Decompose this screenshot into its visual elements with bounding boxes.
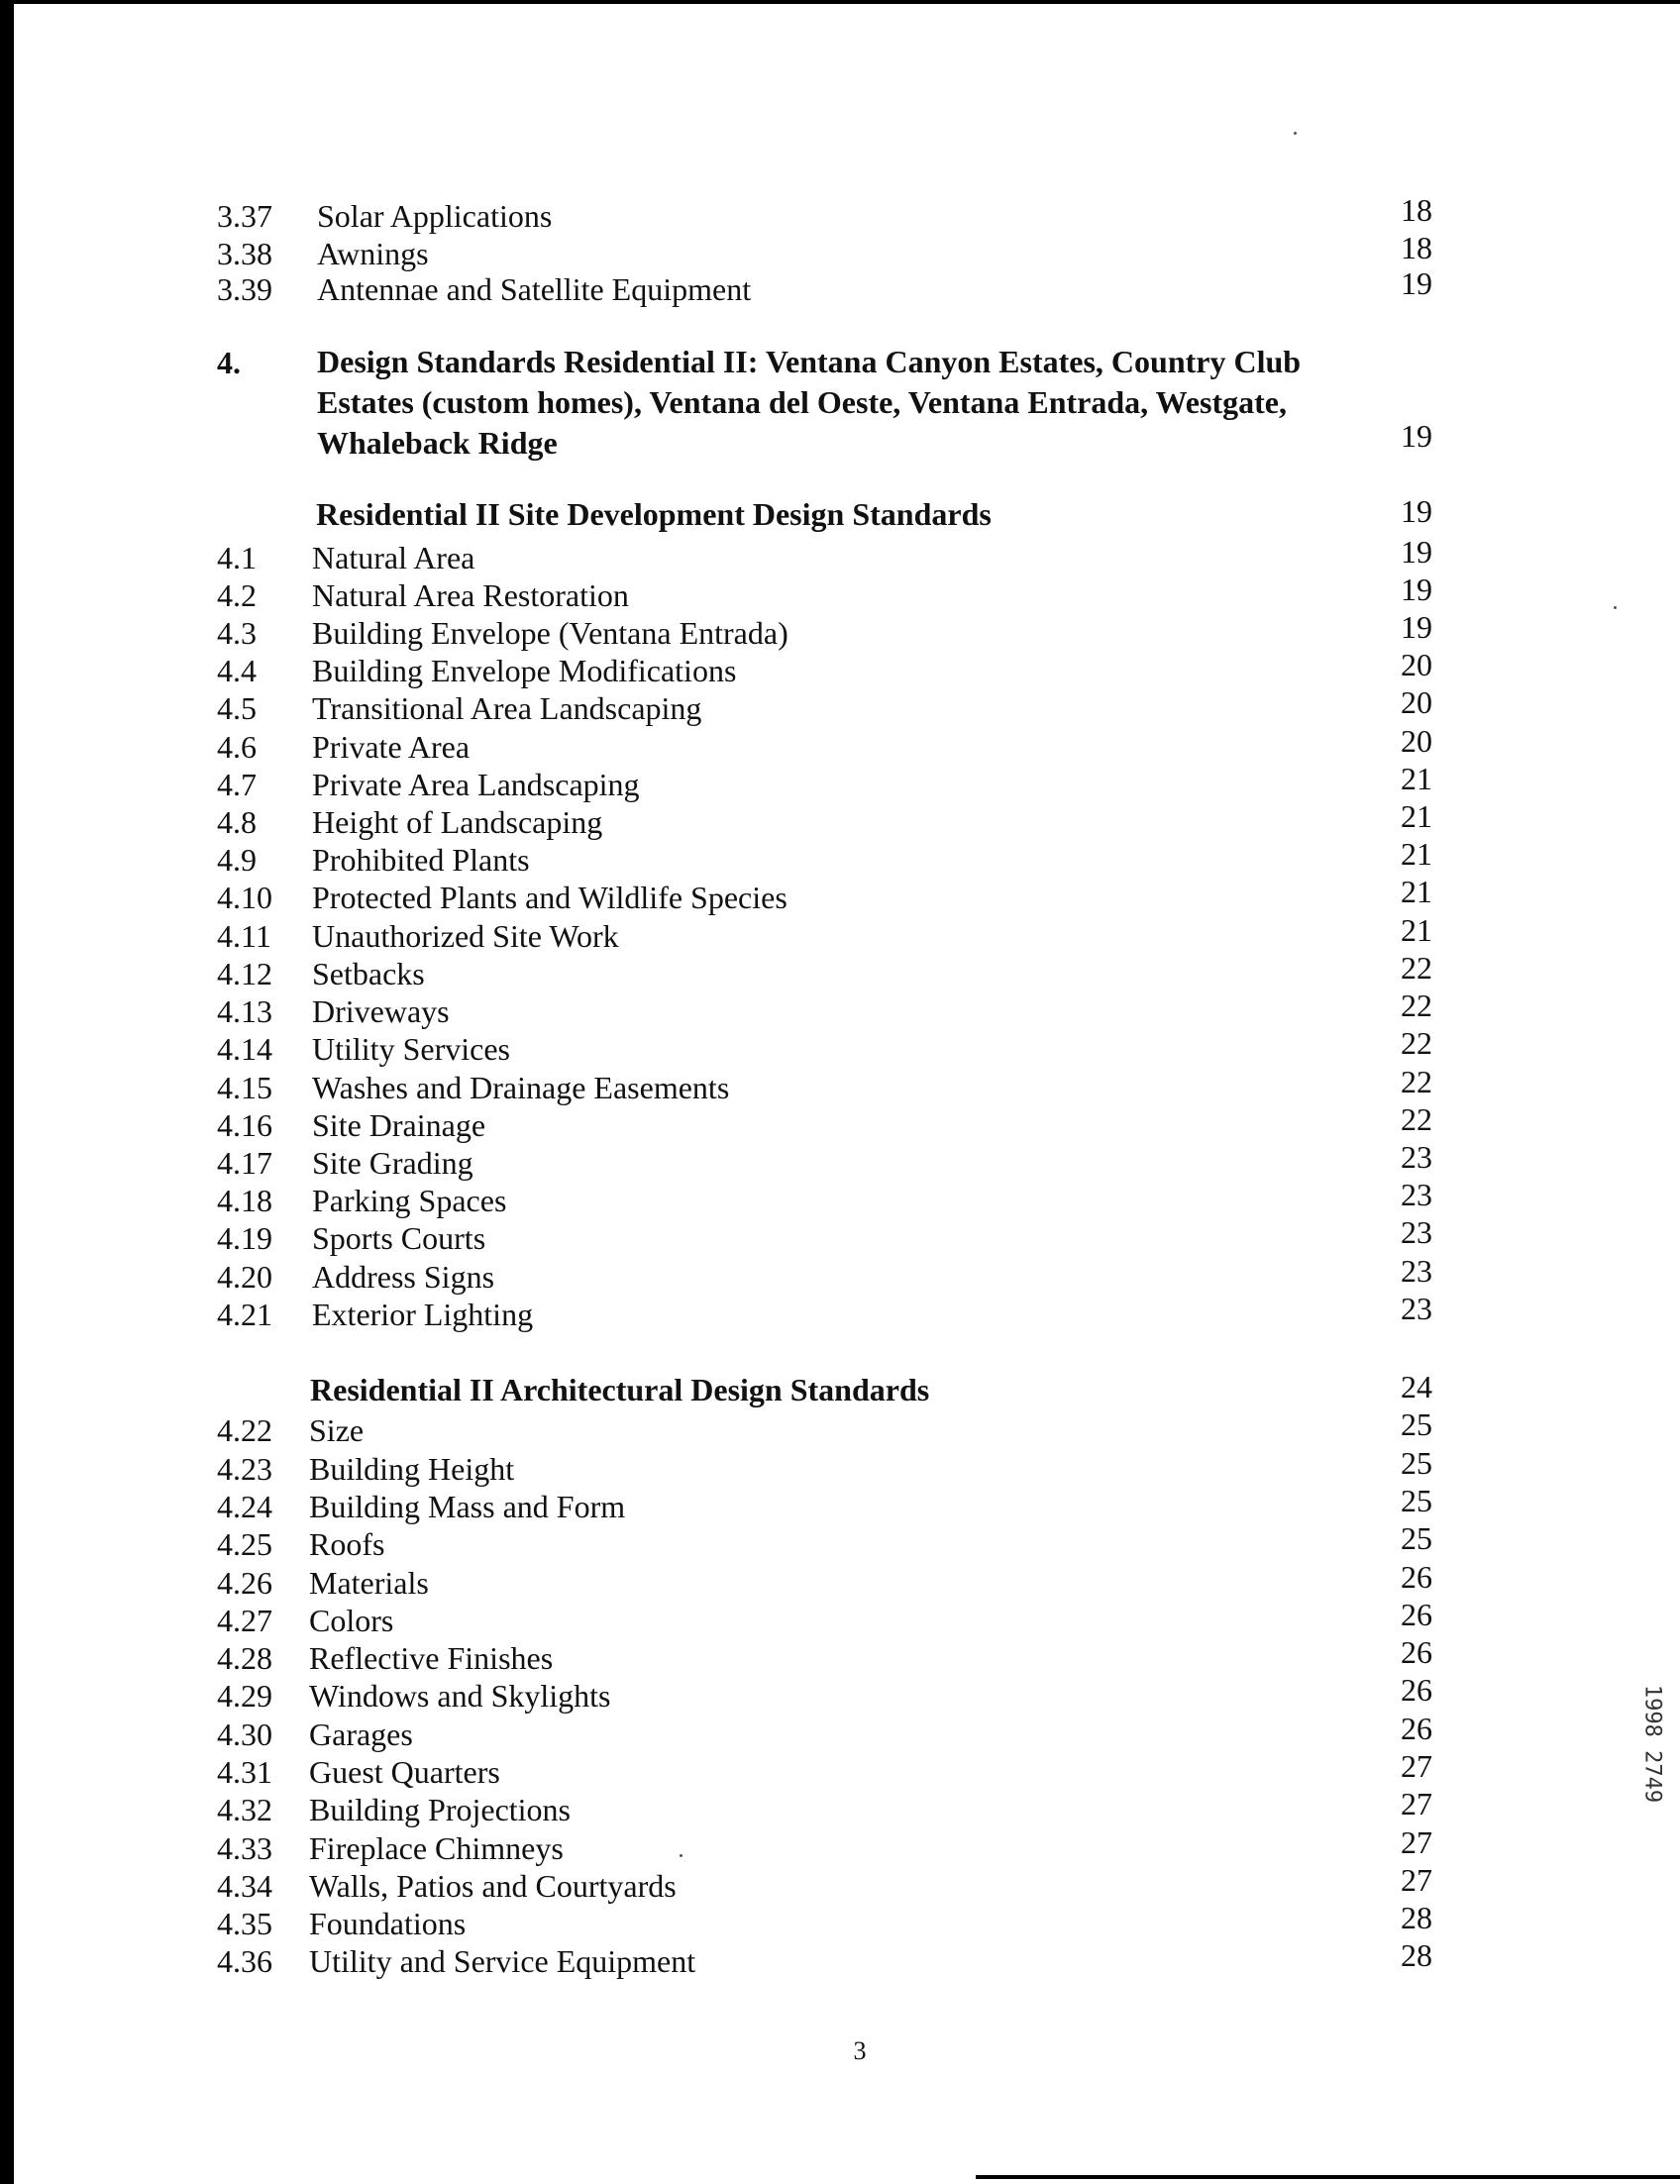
toc-heading-site-development: [0, 495, 1680, 533]
entry-page: 21: [1401, 912, 1432, 948]
entry-page: 26: [1401, 1559, 1432, 1595]
entry-number: 4.35: [217, 1906, 272, 1941]
entry-title: Utility and Service Equipment: [309, 1943, 696, 1979]
entry-page: 22: [1401, 988, 1432, 1023]
scan-speck: [1294, 132, 1297, 135]
entry-title: Unauthorized Site Work: [312, 918, 619, 954]
scan-speck: [1614, 606, 1617, 609]
entry-page: 28: [1401, 1900, 1432, 1935]
entry-number: 4.24: [217, 1489, 272, 1524]
entry-number: 4.33: [217, 1830, 272, 1866]
entry-number: 3.39: [217, 271, 272, 307]
section-number: 4.: [217, 345, 241, 380]
entry-page: 22: [1401, 950, 1432, 986]
entry-page: 23: [1401, 1139, 1432, 1175]
document-stamp: [1632, 1583, 1668, 1910]
entry-page: 23: [1401, 1291, 1432, 1326]
entry-title: Colors: [309, 1603, 394, 1638]
entry-page: 25: [1401, 1520, 1432, 1556]
entry-number: 3.38: [217, 236, 272, 271]
entry-number: 4.29: [217, 1678, 272, 1714]
entry-title: Site Drainage: [312, 1107, 486, 1143]
entry-title: Driveways: [312, 993, 450, 1029]
scan-speck: [680, 1854, 682, 1857]
entry-page: 27: [1401, 1748, 1432, 1784]
section-page: 19: [1401, 418, 1432, 454]
heading-title: Residential II Site Development Design Standards: [316, 496, 992, 532]
entry-number: 4.2: [217, 577, 257, 613]
page-number: 3: [853, 2036, 867, 2065]
entry-page: 26: [1401, 1597, 1432, 1632]
entry-number: 4.6: [217, 729, 257, 765]
entry-number: 4.7: [217, 767, 257, 802]
entry-title: Building Envelope Modifications: [312, 653, 737, 688]
entry-title: Utility Services: [312, 1031, 510, 1067]
entry-title: Prohibited Plants: [312, 842, 530, 878]
entry-page: 22: [1401, 1101, 1432, 1137]
entry-page: 25: [1401, 1406, 1432, 1442]
entry-title: Site Grading: [312, 1145, 473, 1181]
entry-title: Garages: [309, 1716, 413, 1752]
entry-number: 4.3: [217, 615, 257, 651]
entry-page: 19: [1401, 265, 1432, 301]
toc-entry: [0, 1937, 1680, 1980]
entry-title: Height of Landscaping: [312, 804, 603, 840]
entry-page: 20: [1401, 647, 1432, 682]
heading-page: 24: [1401, 1369, 1432, 1404]
entry-title: Solar Applications: [317, 198, 553, 234]
entry-number: 4.14: [217, 1031, 272, 1067]
entry-number: 4.21: [217, 1297, 272, 1332]
entry-page: 23: [1401, 1177, 1432, 1212]
entry-page: 20: [1401, 684, 1432, 720]
entry-page: 21: [1401, 874, 1432, 909]
entry-number: 4.9: [217, 842, 257, 878]
entry-title: Antennae and Satellite Equipment: [317, 271, 752, 307]
entry-page: 28: [1401, 1937, 1432, 1973]
toc-heading-architectural: [0, 1371, 1680, 1408]
entry-number: 4.10: [217, 880, 272, 915]
entry-title: Roofs: [309, 1526, 385, 1562]
entry-title: Reflective Finishes: [309, 1640, 554, 1676]
entry-title: Private Area: [312, 729, 471, 765]
entry-page: 27: [1401, 1824, 1432, 1860]
entry-number: 4.15: [217, 1070, 272, 1105]
entry-title: Washes and Drainage Easements: [312, 1070, 730, 1105]
entry-number: 4.12: [217, 956, 272, 991]
entry-page: 22: [1401, 1064, 1432, 1099]
entry-title: Building Height: [309, 1451, 515, 1487]
entry-number: 4.4: [217, 653, 257, 688]
entry-page: 26: [1401, 1711, 1432, 1746]
entry-number: 4.32: [217, 1792, 272, 1827]
entry-title: Foundations: [309, 1906, 467, 1941]
entry-number: 4.26: [217, 1565, 272, 1601]
entry-page: 23: [1401, 1214, 1432, 1250]
entry-title: Guest Quarters: [309, 1754, 500, 1790]
entry-page: 21: [1401, 836, 1432, 872]
entry-number: 4.17: [217, 1145, 272, 1181]
entry-number: 4.5: [217, 690, 257, 726]
entry-title: Natural Area: [312, 540, 475, 575]
entry-title: Materials: [309, 1565, 429, 1601]
entry-title: Walls, Patios and Courtyards: [309, 1868, 677, 1904]
entry-number: 4.8: [217, 804, 257, 840]
entry-title: Setbacks: [312, 956, 425, 991]
entry-title: Private Area Landscaping: [312, 767, 640, 802]
entry-number: 4.31: [217, 1754, 272, 1790]
entry-title: Address Signs: [312, 1259, 495, 1295]
entry-number: 4.22: [217, 1412, 272, 1448]
entry-title: Awnings: [317, 236, 429, 271]
entry-title: Protected Plants and Wildlife Species: [312, 880, 788, 915]
entry-page: 21: [1401, 761, 1432, 796]
entry-title: Building Envelope (Ventana Entrada): [312, 615, 788, 651]
entry-number: 4.28: [217, 1640, 272, 1676]
entry-number: 4.23: [217, 1451, 272, 1487]
entry-number: 4.30: [217, 1716, 272, 1752]
entry-title: Fireplace Chimneys: [309, 1830, 564, 1866]
entry-page: 26: [1401, 1672, 1432, 1708]
entry-title: Size: [309, 1412, 365, 1448]
entry-title: Windows and Skylights: [309, 1678, 611, 1714]
entry-number: 3.37: [217, 198, 272, 234]
entry-title: Sports Courts: [312, 1220, 486, 1256]
entry-title: Building Projections: [309, 1792, 571, 1827]
entry-page: 19: [1401, 572, 1432, 607]
entry-page: 26: [1401, 1634, 1432, 1670]
section-title: Design Standards Residential II: Ventana Canyon Estates, Country Club Estates (custom homes), Ventana del Oeste, Ventana Entrada, Westgate, Whaleback Ridge: [317, 344, 1302, 461]
entry-title: Exterior Lighting: [312, 1297, 534, 1332]
entry-page: 27: [1401, 1786, 1432, 1821]
entry-number: 4.25: [217, 1526, 272, 1562]
entry-number: 4.13: [217, 993, 272, 1029]
entry-number: 4.1: [217, 540, 257, 575]
entry-number: 4.36: [217, 1943, 272, 1979]
entry-page: 18: [1401, 230, 1432, 265]
entry-number: 4.20: [217, 1259, 272, 1295]
entry-number: 4.16: [217, 1107, 272, 1143]
entry-title: Parking Spaces: [312, 1183, 507, 1218]
heading-page: 19: [1401, 493, 1432, 529]
toc-section-4: [0, 342, 1680, 465]
entry-title: Transitional Area Landscaping: [312, 690, 702, 726]
entry-page: 18: [1401, 192, 1432, 228]
entry-page: 22: [1401, 1025, 1432, 1061]
heading-title: Residential II Architectural Design Standards: [310, 1372, 930, 1407]
entry-number: 4.27: [217, 1603, 272, 1638]
entry-number: 4.18: [217, 1183, 272, 1218]
entry-number: 4.11: [217, 918, 271, 954]
entry-page: 25: [1401, 1445, 1432, 1481]
entry-page: 20: [1401, 723, 1432, 759]
entry-page: 19: [1401, 609, 1432, 645]
entry-title: Natural Area Restoration: [312, 577, 629, 613]
stamp-text: 1998 2749: [1639, 1684, 1665, 1804]
entry-page: 19: [1401, 534, 1432, 570]
entry-page: 21: [1401, 798, 1432, 834]
toc-entry-3-39: [0, 265, 1680, 308]
entry-page: 25: [1401, 1483, 1432, 1518]
entry-page: 27: [1401, 1862, 1432, 1898]
entry-page: 23: [1401, 1253, 1432, 1289]
entry-title: Building Mass and Form: [309, 1489, 626, 1524]
entry-number: 4.34: [217, 1868, 272, 1904]
entry-number: 4.19: [217, 1220, 272, 1256]
toc-entry: [0, 1291, 1680, 1333]
